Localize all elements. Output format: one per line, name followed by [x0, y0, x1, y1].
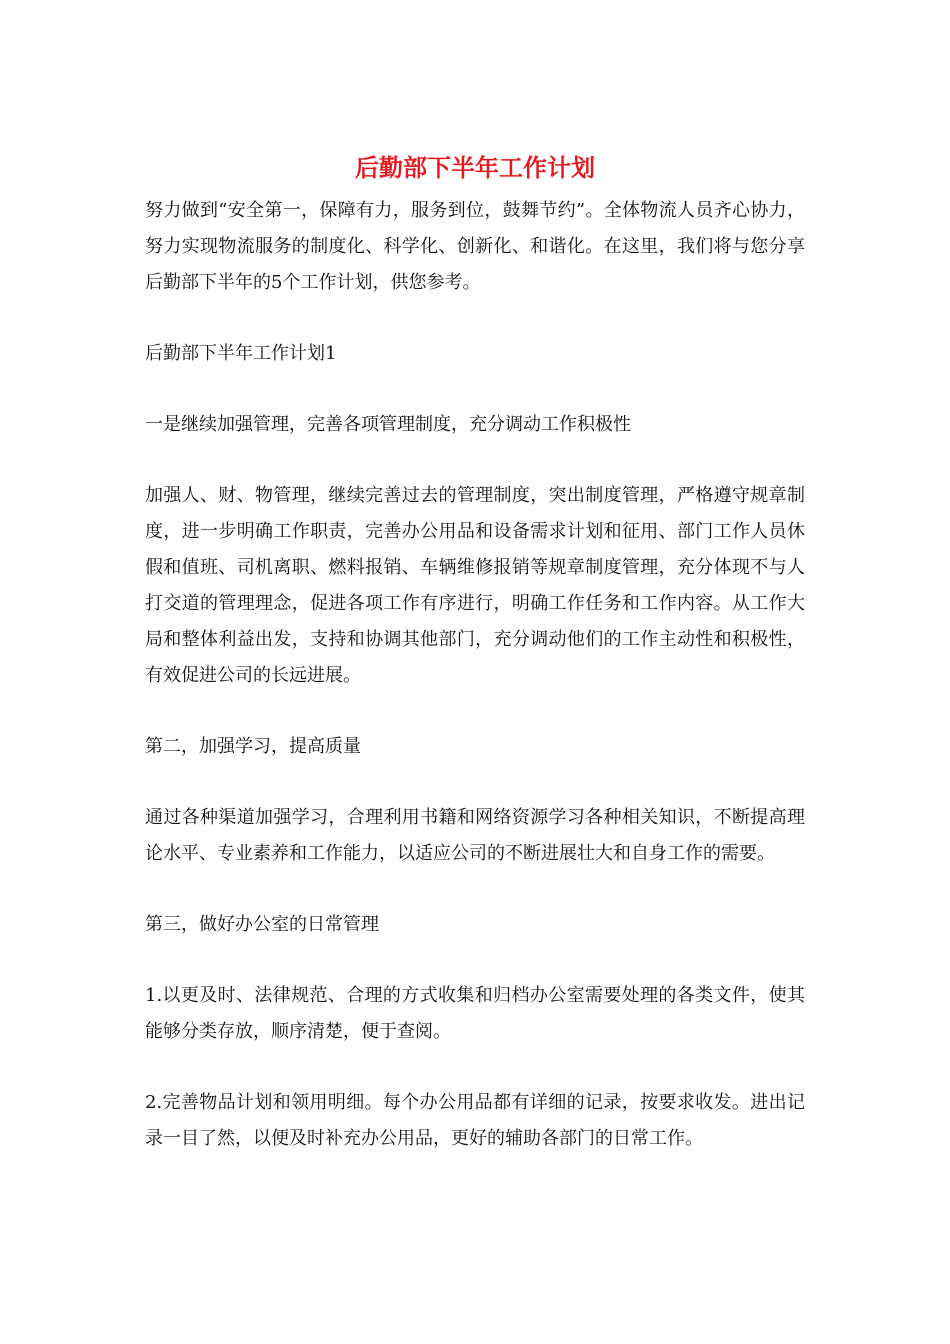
plan-heading: 后勤部下半年工作计划1 [145, 343, 337, 364]
intro-paragraph: 努力做到“安全第一，保障有力，服务到位，鼓舞节约”。全体物流人员齐心协力，努力实现物流服务的制度化、科学化、创新化、和谐化。在这里，我们将与您分享后勤部下半年的5个工作计划，供您参考。 [145, 200, 805, 293]
body-paragraph-1: 加强人、财、物管理，继续完善过去的管理制度，突出制度管理，严格遵守规章制度，进一步明确工作职责，完善办公用品和设备需求计划和征用、部门工作人员休假和值班、司机离职、燃料报销、车辆维修报销等规章制度管理，充分体现不与人打交道的管理理念，促进各项工作有序进行，明确工作任务和工作内容。从工作大局和整体利益出发，支持和协调其他部门，充分调动他们的工作主动性和积极性，有效促进公司的长远进展。 [145, 485, 805, 686]
section-heading-1: 一是继续加强管理，完善各项管理制度，充分调动工作积极性 [145, 414, 631, 435]
document-body [145, 193, 805, 1192]
document-title: 后勤部下半年工作计划 [355, 154, 595, 182]
list-item-2: 2.完善物品计划和领用明细。每个办公用品都有详细的记录，按要求收发。进出记录一目了然，以便及时补充办公用品，更好的辅助各部门的日常工作。 [145, 1092, 805, 1149]
section-heading-2: 第二，加强学习，提高质量 [145, 736, 361, 757]
body-paragraph-2: 通过各种渠道加强学习，合理利用书籍和网络资源学习各种相关知识，不断提高理论水平、专业素养和工作能力，以适应公司的不断进展壮大和自身工作的需要。 [145, 807, 805, 864]
list-item-1: 1.以更及时、法律规范、合理的方式收集和归档办公室需要处理的各类文件，使其能够分类存放，顺序清楚，便于查阅。 [145, 985, 805, 1042]
section-heading-3: 第三，做好办公室的日常管理 [145, 914, 379, 935]
